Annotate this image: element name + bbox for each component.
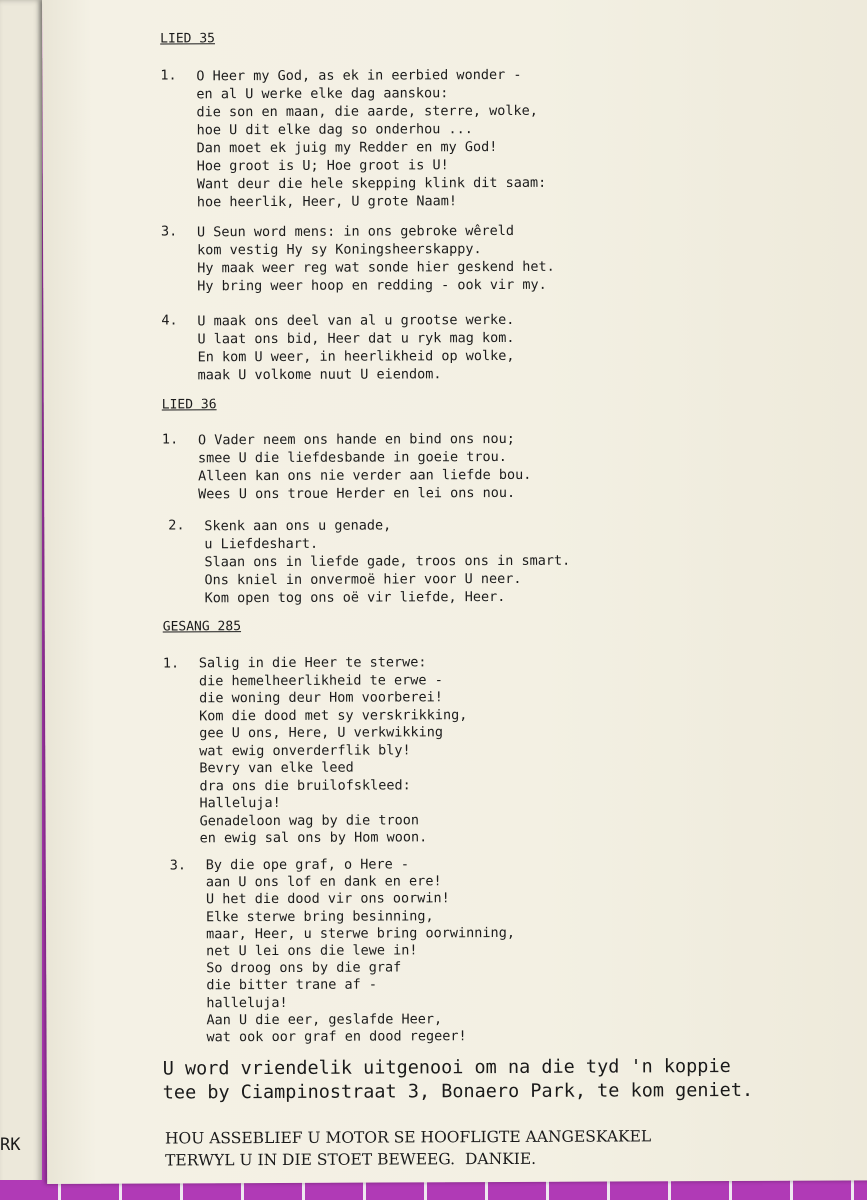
- verse-line: hoe U dit elke dag so onderhou ...: [196, 121, 473, 139]
- verse-number: 2.: [168, 517, 185, 534]
- verse-line: die hemelheerlikheid te erwe -: [198, 671, 443, 689]
- verse-line: Kom open tog ons oë vir liefde, Heer.: [204, 588, 506, 607]
- verse-line: net U lei ons die lewe in!: [206, 942, 418, 960]
- verse-line: Wees U ons troue Herder en lei ons nou.: [198, 484, 516, 503]
- verse-line: O Vader neem ons hande en bind ons nou;: [197, 430, 515, 449]
- verse-line: Hoe groot is U; Hoe groot is U!: [196, 157, 449, 175]
- headlights-notice: [165, 1125, 651, 1171]
- verse-line: die son en maan, die aarde, sterre, wolke,: [196, 102, 538, 121]
- verse-line: en ewig sal ons by Hom woon.: [199, 829, 428, 847]
- verse-line: By die ope graf, o Here -: [205, 856, 410, 874]
- verse-line: U het die dood vir ons oorwin!: [205, 890, 450, 908]
- invitation-line: tee by Ciampinostraat 3, Bonaero Park, te kom geniet.: [162, 1079, 754, 1104]
- verse-text: [197, 222, 555, 296]
- verse-line: dra ons die bruilofskleed:: [199, 776, 411, 794]
- verse-line: Skenk aan ons u genade,: [204, 517, 392, 535]
- verse-line: smee U die liefdesbande in goeie trou.: [197, 448, 507, 467]
- verse-line: Dan moet ek juig my Redder en my God!: [196, 139, 498, 157]
- verse-line: O Heer my God, as ek in eerbied wonder -: [196, 66, 522, 85]
- verse-text: [197, 311, 514, 384]
- verse-line: hoe heerlik, Heer, U grote Naam!: [196, 193, 458, 211]
- verse-line: gee U ons, Here, U verkwikking: [199, 724, 444, 742]
- verse-line: Halleluja!: [199, 794, 281, 812]
- song-title: LIED 36: [161, 397, 217, 413]
- verse-number: 1.: [161, 431, 179, 448]
- verse-line: maak U volkome nuut U eiendom.: [197, 366, 442, 384]
- verse-line: En kom U weer, in heerlikheid op wolke,: [197, 347, 515, 366]
- invitation-text: [163, 1055, 754, 1106]
- verse-text: [196, 66, 546, 212]
- verse-line: Slaan ons in liefde gade, troos ons in smart.: [204, 552, 571, 571]
- verse-text: [206, 856, 516, 1047]
- verse-text: [204, 516, 570, 608]
- song-title: GESANG 285: [162, 619, 242, 635]
- verse-line: Aan U die eer, geslafde Heer,: [206, 1011, 443, 1029]
- verse-line: Genadeloon wag by die troon: [199, 811, 420, 829]
- verse-line: u Liefdeshart.: [204, 535, 319, 553]
- verse-line: Kom die dood met sy verskrikking,: [199, 706, 468, 724]
- verse-number: 1.: [160, 67, 177, 84]
- verse-line: U maak ons deel van al u grootse werke.: [197, 311, 515, 330]
- verse-line: die woning deur Hom voorberei!: [199, 689, 443, 707]
- verse-line: maar, Heer, u sterwe bring oorwinning,: [206, 924, 515, 943]
- verse-line: Want deur die hele skepping klink dit saam:: [196, 174, 547, 193]
- verse-line: wat ook oor graf en dood regeer!: [206, 1028, 467, 1046]
- verse-line: Bevry van elke leed: [199, 759, 354, 777]
- notice-line: TERWYL U IN DIE STOET BEWEEG. DANKIE.: [165, 1149, 537, 1170]
- verse-line: U Seun word mens: in ons gebroke wêreld: [196, 222, 515, 241]
- verse-line: Hy bring weer hoop en redding - ook vir my.: [197, 276, 547, 295]
- verse-line: en al U werke elke dag aanskou:: [196, 85, 449, 103]
- verse-number: 1.: [162, 655, 180, 672]
- verse-line: Hy maak weer reg wat sonde hier geskend het.: [197, 258, 555, 277]
- verse-text: [198, 430, 532, 503]
- verse-line: Salig in die Heer te sterwe:: [198, 654, 427, 672]
- verse-line: aan U ons lof en dank en ere!: [205, 873, 442, 891]
- verse-line: U laat ons bid, Heer dat u ryk mag kom.: [197, 329, 515, 348]
- verse-number: 4.: [161, 312, 178, 329]
- left-page-text-fragment: RK: [0, 1135, 21, 1155]
- verse-line: Alleen kan ons nie verder aan liefde bou.: [198, 466, 532, 485]
- left-page-edge: [0, 0, 42, 1200]
- verse-number: 3.: [169, 857, 187, 874]
- invitation-line: U word vriendelik uitgenooi om na die tyd 'n koppie: [162, 1056, 731, 1080]
- verse-line: Ons kniel in onvermoë hier voor U neer.: [204, 570, 522, 589]
- verse-line: kom vestig Hy sy Koningsheerskappy.: [197, 241, 482, 259]
- verse-number: 3.: [160, 223, 178, 240]
- verse-text: [199, 654, 468, 848]
- verse-line: wat ewig onverderflik bly!: [199, 741, 411, 759]
- program-page: [42, 0, 867, 1184]
- song-title: LIED 35: [160, 31, 216, 47]
- notice-line: HOU ASSEBLIEF U MOTOR SE HOOFLIGTE AANGESKAKEL: [164, 1127, 652, 1148]
- verse-line: So droog ons by die graf: [206, 959, 402, 977]
- verse-line: Elke sterwe bring besinning,: [205, 907, 434, 925]
- verse-line: die bitter trane af -: [206, 976, 378, 994]
- verse-line: halleluja!: [206, 994, 288, 1011]
